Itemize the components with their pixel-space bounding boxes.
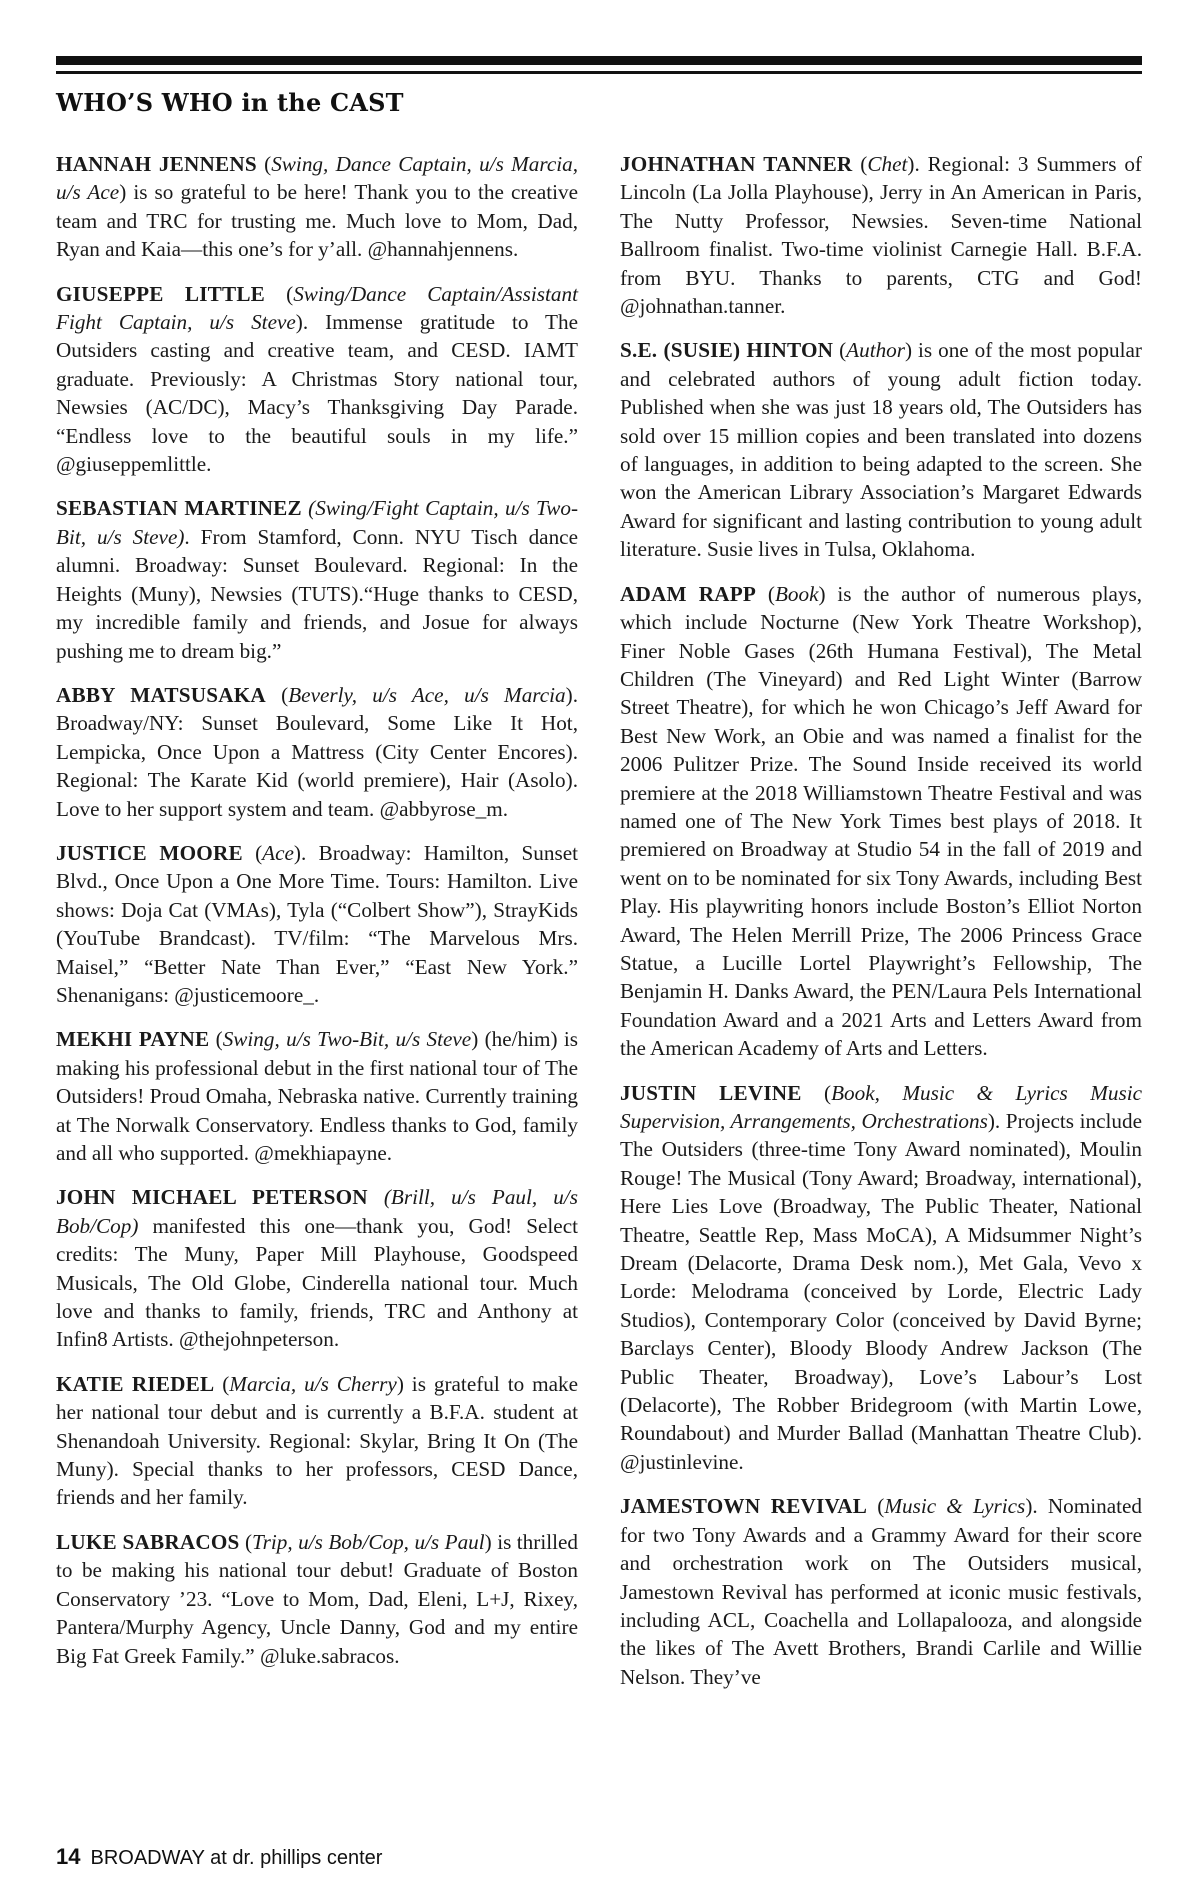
bio-text: is so grateful to be here! Thank you to the creative team and TRC for trusting me. Much love to Mom, Dad, Ryan and Kaia—this one’s for y’all. @hannahjennens. [56,180,578,262]
bio-text: . Immense gratitude to The Outsiders casting and creative team, and CESD. IAMT graduate. Previously: A Christmas Story national tour, Newsies (AC/DC), Macy’s Thanksgiving Day Parade. “Endless love to the beautiful souls in my life.” @giuseppemlittle. [56,310,578,477]
bio-name: S.E. (SUSIE) HINTON [620,338,834,363]
bio-role: Music & Lyrics [884,1494,1026,1519]
bio-entry: JOHNATHAN TANNER (Chet). Regional: 3 Summers of Lincoln (La Jolla Playhouse), Jerry in An American in Paris, The Nutty Professor, Newsies. Seven-time National Ballroom finalist. Two-time violinist Carnegie Hall. B.F.A. from BYU. Thanks to parents, CTG and God! @johnathan.tanner. [620,152,1142,319]
bio-role: Author [846,338,906,363]
bio-text: . Projects include The Outsiders (three-time Tony Award nominated), Moulin Rouge! The Musical (Tony Award; Broadway, international), Here Lies Love (Broadway, The Public Theater, National Theatre, Seattle Rep, Mass MoCA), A Midsummer Night’s Dream (Delacorte, Drama Desk nom.), Met Gala, Vevo x Lorde: Melodrama (conceived by Lorde, Electric Lady Studios), Contemporary Color (conceived by David Byrne; Barclays Center), Bloody Bloody Andrew Jackson (The Public Theater, Broadway), Love’s Labour’s Lost (Delacorte), The Robber Bridegroom (with Martin Lowe, Roundabout) and Murder Ballad (Manhattan Theatre Club). @justinlevine. [620,1109,1142,1474]
bio-entry: MEKHI PAYNE (Swing, u/s Two-Bit, u/s Steve) (he/him) is making his professional debut in the first national tour of The Outsiders! Proud Omaha, Nebraska native. Currently training at The Norwalk Conservatory. Endless thanks to God, family and all who supported. @mekhiapayne. [56,1027,578,1165]
bio-name: JUSTIN LEVINE [620,1080,802,1105]
bio-entry: ABBY MATSUSAKA (Beverly, u/s Ace, u/s Marcia). Broadway/NY: Sunset Boulevard, Some Like It Hot, Lempicka, Once Upon a Mattress (City Center Encores). Regional: The Karate Kid (world premiere), Hair (Asolo). Love to her support system and team. @abbyrose_m. [56,682,579,821]
bio-text: . Broadway/NY: Sunset Boulevard, Some Like It Hot, Lempicka, Once Upon a Mattress (City Center Encores). Regional: The Karate Kid (world premiere), Hair (Asolo). Love to her support system and team. @abbyrose_m. [56,682,579,821]
bio-entry: HANNAH JENNENS (Swing, Dance Captain, u/s Marcia, u/s Ace) is so grateful to be here! Thank you to the creative team and TRC for trusting me. Much love to Mom, Dad, Ryan and Kaia—this one’s for y’all. @hannahjennens. [56,152,579,262]
bio-text: is the author of numerous plays, which include Nocturne (New York Theatre Workshop), Finer Noble Gases (26th Humana Festival), The Metal Children (The Vineyard) and Red Light Winter (Barrow Street Theatre), for which he won Chicago’s Jeff Award for Best New Work, an Obie and was named a finalist for the 2006 Pulitzer Prize. The Sound Inside received its world premiere at the 2018 Williamstown Theatre Festival and was named one of The New York Times best plays of 2018. It premiered on Broadway at Studio 54 in the fall of 2019 and went on to be nominated for six Tony Awards, including Best Play. His playwriting honors include Boston’s Elliot Norton Award, The Helen Merrill Prize, The 2006 Princess Grace Statue, a Lucille Lortel Playwright’s Fellowship, The Benjamin H. Danks Award, the PEN/Laura Pels International Foundation Award and a 2021 Arts and Letters Award from the American Academy of Arts and Letters. [620,581,1143,1061]
bio-role: Swing/Dance Captain/Assistant Fight Captain, u/s Steve [56,281,578,335]
right-column [620,150,1142,1707]
bio-role: Book, Music & Lyrics Music Supervision, Arrangements, Orchestrations [620,1080,1142,1133]
bio-name: ADAM RAPP [620,581,757,606]
bio-text: manifested this one—thank you, God! Select credits: The Muny, Paper Mill Playhouse, Goodspeed Musicals, The Old Globe, Cinderella national tour. Much love and thanks to family, friends, TRC and Anthony at Infin8 Artists. @thejohnpeterson. [56,1213,578,1352]
bio-entry: GIUSEPPE LITTLE (Swing/Dance Captain/Assistant Fight Captain, u/s Steve). Immense gratitude to The Outsiders casting and creative team, and CESD. IAMT graduate. Previously: A Christmas Story national tour, Newsies (AC/DC), Macy’s Thanksgiving Day Parade. “Endless love to the beautiful souls in my life.” @giuseppemlittle. [56,281,578,477]
bio-name: KATIE RIEDEL [56,1371,215,1396]
bio-role-text: Swing/Fight Captain, u/s Two-Bit, u/s Steve [56,496,579,549]
bio-text: is thrilled to be making his national tour debut! Graduate of Boston Conservatory ’23. “Love to Mom, Dad, Eleni, L+J, Rixey, Pantera/Murphy Agency, Uncle Danny, God and my entire Big Fat Greek Family.” @luke.sabracos. [56,1529,578,1668]
bio-name: ABBY MATSUSAKA [56,682,266,707]
bio-name: JAMESTOWN REVIVAL [620,1494,868,1519]
left-column [56,150,578,1686]
bio-entry: ADAM RAPP (Book) is the author of numerous plays, which include Nocturne (New York Theatre Workshop), Finer Noble Gases (26th Humana Festival), The Metal Children (The Vineyard) and Red Light Winter (Barrow Street Theatre), for which he won Chicago’s Jeff Award for Best New Work, an Obie and was named a finalist for the 2006 Pulitzer Prize. The Sound Inside received its world premiere at the 2018 Williamstown Theatre Festival and was named one of The New York Times best plays of 2018. It premiered on Broadway at Studio 54 in the fall of 2019 and went on to be nominated for six Tony Awards, including Best Play. His playwriting honors include Boston’s Elliot Norton Award, The Helen Merrill Prize, The 2006 Princess Grace Statue, a Lucille Lortel Playwright’s Fellowship, The Benjamin H. Danks Award, the PEN/Laura Pels International Foundation Award and a 2021 Arts and Letters Award from the American Academy of Arts and Letters. [620,581,1143,1061]
section-title-main: WHO’S WHO [56,88,233,117]
bio-entry: JUSTICE MOORE (Ace). Broadway: Hamilton, Sunset Blvd., Once Upon a One More Time. Tours: Hamilton. Live shows: Doja Cat (VMAs), Tyla (“Colbert Show”), StrayKids (YouTube Brandcast). TV/film: “The Marvelous Mrs. Maisel,” “Better Nate Than Ever,” “East New York.” Shenanigans: @justicemoore_. [56,840,578,1007]
bio-name: MEKHI PAYNE [56,1027,210,1052]
bio-text: is one of the most popular and celebrated authors of young adult fiction today. Published when she was just 18 years old, The Outsiders has sold over 15 million copies and been translated into dozens of languages, in addition to being adapted to the screen. She won the American Library Association’s Margaret Edwards Award for significant and lasting contribution to young adult literature. Susie lives in Tulsa, Oklahoma. [620,338,1142,562]
bio-text: (he/him) is making his professional debut in the first national tour of The Outsiders! Proud Omaha, Nebraska native. Currently training at The Norwalk Conservatory. Endless thanks to God, family and all who supported. @mekhiapayne. [56,1027,578,1165]
page-number: 14 [56,1844,81,1869]
bio-entry: JUSTIN LEVINE (Book, Music & Lyrics Music Supervision, Arrangements, Orchestrations). Projects include The Outsiders (three-time Tony Award nominated), Moulin Rouge! The Musical (Tony Award; Broadway, international), Here Lies Love (Broadway, The Public Theater, National Theatre, Seattle Rep, Mass MoCA), A Midsummer Night’s Dream (Delacorte, Drama Desk nom.), Met Gala, Vevo x Lorde: Melodrama (conceived by Lorde, Electric Lady Studios), Contemporary Color (conceived by David Byrne; Barclays Center), Bloody Bloody Andrew Jackson (The Public Theater, Broadway), Love’s Labour’s Lost (Delacorte), The Robber Bridegroom (with Martin Lowe, Roundabout) and Murder Ballad (Manhattan Theatre Club). @justinlevine. [620,1080,1142,1474]
bio-name: LUKE SABRACOS [56,1529,240,1554]
header-rule-thin [56,71,1142,74]
section-title [56,88,404,117]
bio-text: is grateful to make her national tour debut and is currently a B.F.A. student at Shenandoah University. Regional: Skylar, Bring It On (The Muny). Special thanks to her professors, CESD Dance, friends and her family. [56,1371,578,1510]
bio-columns [56,150,1142,1840]
bio-name: GIUSEPPE LITTLE [56,281,265,306]
bio-text: . Nominated for two Tony Awards and a Grammy Award for their score and orchestration work on The Outsiders musical, Jamestown Revival has performed at iconic music festivals, including ACL, Coachella and Lollapalooza, and alongside the likes of The Avett Brothers, Brandi Carlile and Willie Nelson. They’ve [620,1494,1142,1689]
section-title-rest: in the CAST [241,88,404,117]
bio-text: . Regional: 3 Summers of Lincoln (La Jolla Playhouse), Jerry in An American in Paris, The Nutty Professor, Newsies. Seven-time National Ballroom finalist. Two-time violinist Carnegie Hall. B.F.A. from BYU. Thanks to parents, CTG and God! @johnathan.tanner. [620,152,1142,319]
bio-name: JOHNATHAN TANNER [620,152,853,176]
bio-role-text: Brill, u/s Paul, u/s Bob/Cop [56,1185,578,1238]
bio-entry [56,494,578,664]
bio-role: Swing, Dance Captain, u/s Marcia, u/s Ace [56,152,579,205]
bio-text: . Broadway: Hamilton, Sunset Blvd., Once Upon a One More Time. Tours: Hamilton. Live shows: Doja Cat (VMAs), Tyla (“Colbert Show”), StrayKids (YouTube Brandcast). TV/film: “The Marvelous Mrs. Maisel,” “Better Nate Than Ever,” “East New York.” Shenanigans: @justicemoore_. [56,840,578,1007]
bio-role: Swing, u/s Two-Bit, u/s Steve [222,1027,472,1052]
bio-text: . From Stamford, Conn. NYU Tisch dance alumni. Broadway: Sunset Boulevard. Regional: In the Heights (Muny), Newsies (TUTS).“Huge thanks to CESD, my incredible family and friends, and Josue for always pushing me to dream big.” [56,524,578,663]
bio-entry: JAMESTOWN REVIVAL (Music & Lyrics). Nominated for two Tony Awards and a Grammy Award for their score and orchestration work on The Outsiders musical, Jamestown Revival has performed at iconic music festivals, including ACL, Coachella and Lollapalooza, and alongside the likes of The Avett Brothers, Brandi Carlile and Willie Nelson. They’ve [620,1494,1142,1689]
bio-role: Marcia, u/s Cherry [229,1371,397,1396]
header-rule-thick [56,56,1142,65]
bio-name: SEBASTIAN MARTINEZ [56,496,302,521]
bio-role: Book [774,581,819,606]
bio-role: (Swing/Fight Captain, u/s Two-Bit, u/s Steve) [56,496,579,549]
bio-role: Ace [262,840,294,865]
bio-role: Chet [867,152,908,176]
page-footer [56,1844,382,1870]
bio-entry: LUKE SABRACOS (Trip, u/s Bob/Cop, u/s Paul) is thrilled to be making his national tour debut! Graduate of Boston Conservatory ’23. “Love to Mom, Dad, Eleni, L+J, Rixey, Pantera/Murphy Agency, Uncle Danny, God and my entire Big Fat Greek Family.” @luke.sabracos. [56,1529,578,1668]
bio-name: HANNAH JENNENS [56,152,257,176]
bio-entry [56,1183,578,1353]
bio-entry: S.E. (SUSIE) HINTON (Author) is one of the most popular and celebrated authors of young adult fiction today. Published when she was just 18 years old, The Outsiders has sold over 15 million copies and been translated into dozens of languages, in addition to being adapted to the screen. She won the American Library Association’s Margaret Edwards Award for significant and lasting contribution to young adult literature. Susie lives in Tulsa, Oklahoma. [620,338,1142,562]
bio-role: Beverly, u/s Ace, u/s Marcia [288,682,566,707]
publication-name: BROADWAY at dr. phillips center [90,1847,383,1869]
bio-name: JOHN MICHAEL PETERSON [56,1185,368,1210]
bio-role: (Brill, u/s Paul, u/s Bob/Cop) [56,1185,578,1238]
bio-name: JUSTICE MOORE [56,840,243,865]
bio-role: Trip, u/s Bob/Cop, u/s Paul [252,1529,485,1554]
bio-entry: KATIE RIEDEL (Marcia, u/s Cherry) is grateful to make her national tour debut and is currently a B.F.A. student at Shenandoah University. Regional: Skylar, Bring It On (The Muny). Special thanks to her professors, CESD Dance, friends and her family. [56,1371,578,1510]
